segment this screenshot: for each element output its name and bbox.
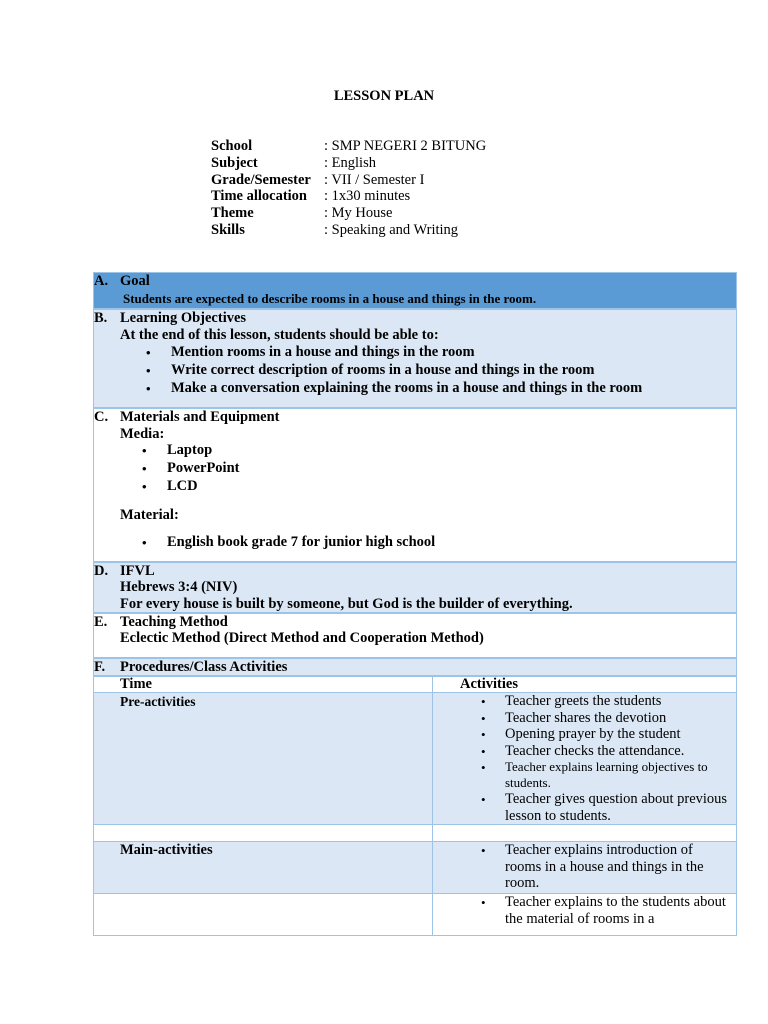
column-header-activities bbox=[432, 676, 737, 693]
lesson-info-table bbox=[211, 138, 486, 239]
activity-item: Teacher gives question about previous lesson to students. bbox=[505, 791, 728, 824]
bullet-icon: • bbox=[146, 363, 151, 378]
info-row-subject bbox=[211, 155, 486, 172]
bullet-icon: • bbox=[481, 895, 486, 910]
bullet-icon: • bbox=[142, 479, 147, 494]
section-heading: Materials and Equipment bbox=[120, 409, 280, 425]
activity-item: Teacher greets the students bbox=[505, 693, 662, 709]
info-row-school bbox=[211, 138, 486, 155]
empty-time-cell bbox=[93, 893, 433, 936]
info-label: Theme bbox=[211, 205, 254, 222]
pre-activities-label: Pre-activities bbox=[120, 694, 196, 709]
spacer-cell bbox=[432, 824, 737, 842]
main-activities-cell bbox=[432, 893, 737, 936]
section-goal bbox=[93, 272, 737, 309]
section-materials bbox=[93, 408, 737, 562]
verse-reference: Hebrews 3:4 (NIV) bbox=[120, 579, 238, 595]
section-heading: Teaching Method bbox=[120, 614, 228, 630]
material-label: Material: bbox=[120, 507, 179, 523]
info-label: Grade/Semester bbox=[211, 171, 311, 188]
main-activities-time-cell bbox=[93, 841, 433, 894]
objectives-intro: At the end of this lesson, students should be able to: bbox=[120, 327, 439, 343]
activity-item: Teacher shares the devotion bbox=[505, 710, 667, 726]
section-letter: B. bbox=[94, 310, 108, 326]
info-label: Subject bbox=[211, 154, 258, 171]
info-value: : Speaking and Writing bbox=[324, 221, 459, 238]
info-row-skills bbox=[211, 222, 486, 239]
goal-text: Students are expected to describe rooms in a house and things in the room. bbox=[123, 291, 537, 306]
info-value: : 1x30 minutes bbox=[324, 188, 411, 205]
section-method bbox=[93, 613, 737, 658]
section-procedures bbox=[93, 658, 737, 676]
material-item: English book grade 7 for junior high school bbox=[167, 534, 436, 550]
activity-item: Teacher checks the attendance. bbox=[505, 743, 685, 759]
media-item: PowerPoint bbox=[167, 460, 240, 476]
bullet-icon: • bbox=[481, 727, 486, 742]
bullet-icon: • bbox=[142, 461, 147, 476]
objective-item: Make a conversation explaining the rooms in a house and things in the room bbox=[171, 380, 643, 396]
method-text: Eclectic Method (Direct Method and Cooperation Method) bbox=[120, 630, 484, 646]
section-heading: Procedures/Class Activities bbox=[120, 659, 288, 675]
section-ifvl bbox=[93, 562, 737, 613]
activity-item: Teacher explains introduction of rooms in a house and things in the room. bbox=[505, 842, 704, 892]
section-letter: F. bbox=[94, 659, 106, 675]
section-heading: IFVL bbox=[120, 563, 155, 579]
section-letter: C. bbox=[94, 409, 109, 425]
info-label: School bbox=[211, 138, 253, 154]
section-letter: D. bbox=[94, 563, 109, 579]
column-header-time bbox=[93, 676, 433, 693]
info-label: Skills bbox=[211, 221, 245, 238]
info-value: : VII / Semester I bbox=[324, 171, 425, 188]
verse-text: For every house is built by someone, but God is the builder of everything. bbox=[120, 596, 573, 612]
document-title: LESSON PLAN bbox=[333, 88, 435, 104]
section-objectives bbox=[93, 309, 737, 408]
media-item: Laptop bbox=[167, 442, 213, 458]
info-value: : English bbox=[324, 154, 376, 171]
pre-activities-time-cell bbox=[93, 692, 433, 825]
objective-item: Write correct description of rooms in a house and things in the room bbox=[171, 362, 595, 378]
main-activities-label: Main-activities bbox=[120, 842, 213, 858]
objective-item: Mention rooms in a house and things in the room bbox=[171, 344, 475, 360]
activity-item: Teacher explains to the students about the material of rooms in a bbox=[505, 894, 726, 927]
section-letter: A. bbox=[94, 273, 109, 289]
activity-item: Teacher explains learning objectives to students. bbox=[505, 759, 708, 790]
column-header-label: Time bbox=[120, 676, 152, 692]
section-heading: Goal bbox=[120, 273, 150, 289]
bullet-icon: • bbox=[481, 694, 486, 709]
media-label: Media: bbox=[120, 426, 165, 442]
info-row-theme bbox=[211, 205, 486, 222]
info-value: : My House bbox=[324, 205, 393, 222]
bullet-icon: • bbox=[481, 792, 486, 807]
section-letter: E. bbox=[94, 614, 108, 630]
bullet-icon: • bbox=[142, 443, 147, 458]
bullet-icon: • bbox=[142, 535, 147, 550]
info-value: : SMP NEGERI 2 BITUNG bbox=[324, 138, 487, 154]
bullet-icon: • bbox=[481, 744, 486, 759]
info-row-grade bbox=[211, 172, 486, 189]
section-heading: Learning Objectives bbox=[120, 310, 247, 326]
info-label: Time allocation bbox=[211, 188, 307, 205]
bullet-icon: • bbox=[481, 843, 486, 858]
media-item: LCD bbox=[167, 478, 198, 494]
bullet-icon: • bbox=[146, 381, 151, 396]
main-activities-cell bbox=[432, 841, 737, 894]
info-row-time bbox=[211, 188, 486, 205]
column-header-label: Activities bbox=[460, 676, 518, 692]
activity-item: Opening prayer by the student bbox=[505, 726, 681, 742]
spacer-cell bbox=[93, 824, 433, 842]
bullet-icon: • bbox=[481, 760, 486, 775]
bullet-icon: • bbox=[481, 711, 486, 726]
bullet-icon: • bbox=[146, 345, 151, 360]
pre-activities-cell bbox=[432, 692, 737, 825]
